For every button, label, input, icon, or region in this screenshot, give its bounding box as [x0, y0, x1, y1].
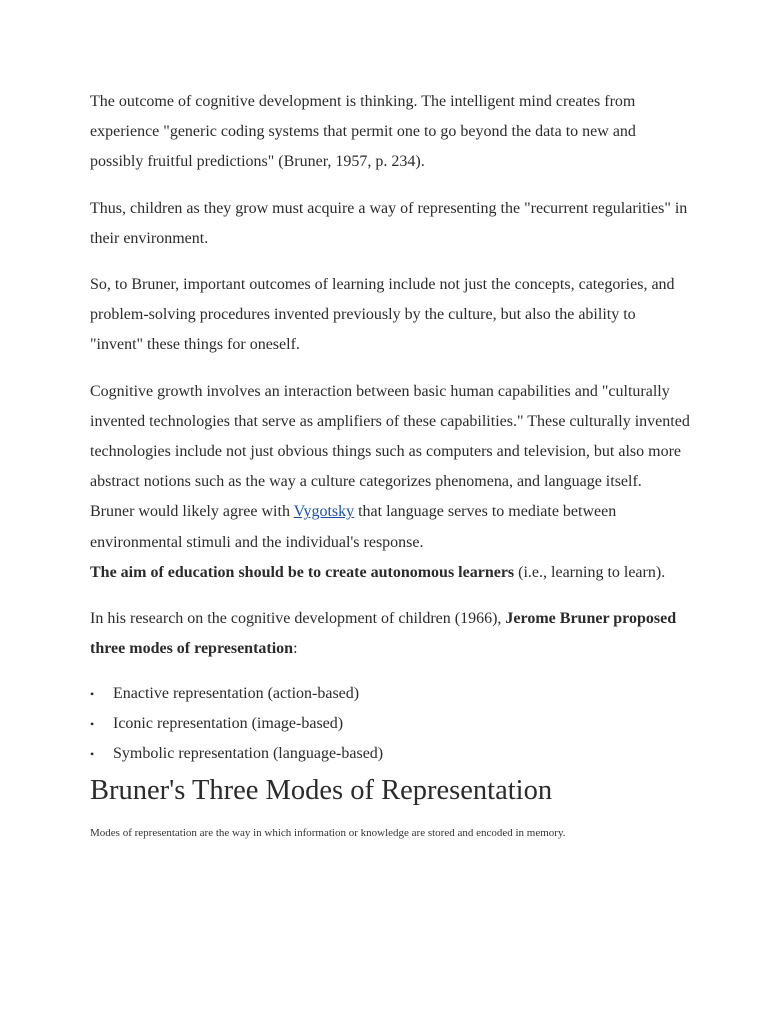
- list-item: [90, 739, 690, 769]
- section-heading: Bruner's Three Modes of Representation: [90, 775, 553, 807]
- paragraph-learning-outcomes: So, to Bruner, important outcomes of learning include not just the concepts, categories, and problem-solving procedures invented previously by the culture, but also the ability to "invent" these things for oneself.: [90, 276, 675, 354]
- three-modes-intro-colon: :: [293, 640, 298, 658]
- list-item-label: Iconic representation (image-based): [113, 715, 344, 733]
- education-aim-emphasis: The aim of education should be to create autonomous learners: [90, 563, 515, 581]
- paragraph-recurrent-regularities: Thus, children as they grow must acquire a way of representing the "recurrent regularities" in their environment.: [90, 199, 688, 247]
- list-item-label: Enactive representation (action-based): [113, 685, 360, 703]
- paragraph-cognitive-growth-text: Cognitive growth involves an interaction between basic human capabilities and "culturally invented technologies that serve as amplifiers of these capabilities." These culturally invented technologies include not just obvious things such as computers and television, but also more abstract notions such as the way a culture categorizes phenomena, and language itself. Bruner would likely agree with: [90, 382, 690, 521]
- bullet-icon: •: [90, 747, 95, 762]
- vygotsky-link[interactable]: Vygotsky: [293, 503, 355, 521]
- section-caption: Modes of representation are the way in which information or knowledge are stored and encoded in memory.: [90, 827, 566, 840]
- three-modes-intro-lead: In his research on the cognitive development of children (1966),: [90, 610, 506, 628]
- bullet-icon: •: [90, 687, 95, 702]
- article-body: [90, 87, 690, 841]
- modes-list: [90, 679, 690, 769]
- three-modes-intro-emphasis: Jerome Bruner proposed three modes of representation: [90, 610, 677, 658]
- paragraph-three-modes-intro: [90, 604, 690, 664]
- paragraph-cognitive-outcome: The outcome of cognitive development is thinking. The intelligent mind creates from experience "generic coding systems that permit one to go beyond the data to new and possibly fruitful predictions" (Bruner, 1957, p. 234).: [90, 93, 636, 171]
- paragraph-cognitive-growth: [90, 377, 690, 558]
- paragraph-cognitive-growth-text-end: that language serves to mediate between environmental stimuli and the individual's response.: [90, 503, 617, 551]
- list-item-label: Symbolic representation (language-based): [113, 745, 384, 763]
- paragraph-education-aim: [90, 558, 690, 588]
- list-item: [90, 709, 690, 739]
- bullet-icon: •: [90, 717, 95, 732]
- education-aim-rest: (i.e., learning to learn).: [514, 563, 666, 581]
- list-item: [90, 679, 690, 709]
